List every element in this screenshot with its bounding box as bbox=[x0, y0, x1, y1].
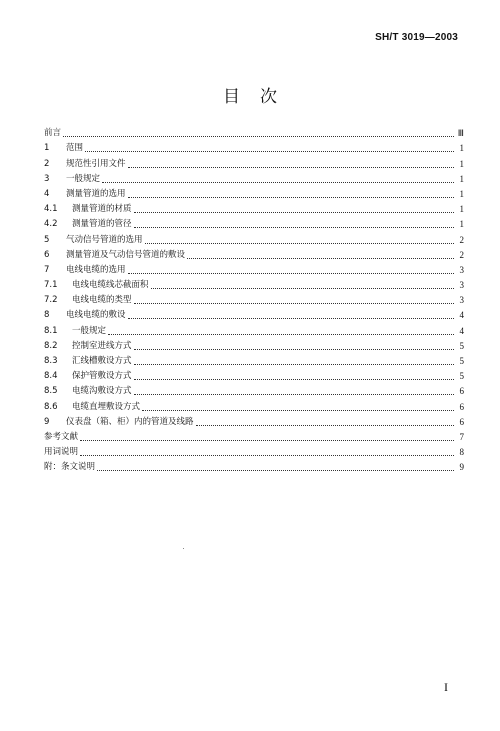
toc-entry[interactable] bbox=[44, 337, 464, 352]
toc-entry-label: 电缆沟敷设方式 bbox=[72, 386, 132, 397]
dot-leader bbox=[108, 333, 454, 335]
toc-entry[interactable] bbox=[44, 230, 464, 245]
toc-entry-page: 7 bbox=[459, 431, 464, 442]
toc-entry-number: 8.3 bbox=[44, 356, 58, 366]
toc-entry-number: 8 bbox=[44, 310, 50, 321]
toc-entry-number: 5 bbox=[44, 234, 50, 245]
dot-leader bbox=[134, 348, 454, 350]
dot-leader bbox=[128, 196, 454, 198]
toc-entry-number: 8.4 bbox=[44, 371, 58, 382]
toc-entry-label: 电缆直埋敷设方式 bbox=[72, 401, 141, 412]
dot-leader bbox=[134, 226, 454, 228]
toc-entry-label: 汇线槽敷设方式 bbox=[72, 356, 132, 366]
dot-leader bbox=[80, 454, 454, 456]
toc-entry-label: 控制室进线方式 bbox=[72, 340, 132, 351]
toc-entry-number: 1 bbox=[44, 143, 50, 154]
dot-leader bbox=[128, 317, 454, 319]
dot-leader bbox=[97, 469, 454, 471]
toc-entry-label: 电线电缆的类型 bbox=[72, 295, 132, 306]
toc-entry-label: 测量管道及气动信号管道的敷设 bbox=[66, 249, 186, 260]
toc-entry-label: 测量管道的材质 bbox=[72, 204, 132, 215]
toc-entry-number: 7.1 bbox=[44, 280, 58, 291]
toc-entry-page: 1 bbox=[459, 143, 464, 154]
table-of-contents bbox=[44, 124, 464, 473]
dot-leader bbox=[145, 242, 454, 244]
toc-entry-label: 参考文献 bbox=[44, 431, 79, 442]
document-code: SH/T 3019—2003 bbox=[375, 32, 458, 43]
toc-entry[interactable] bbox=[44, 397, 464, 412]
toc-entry-number: 4.2 bbox=[44, 219, 58, 230]
toc-entry-page: 1 bbox=[459, 173, 464, 184]
toc-entry-number: 8.5 bbox=[44, 386, 58, 397]
toc-entry-page: 1 bbox=[459, 188, 464, 199]
toc-entry[interactable] bbox=[44, 276, 464, 291]
toc-entry-label: 测量管道的管径 bbox=[72, 219, 132, 230]
toc-entry[interactable] bbox=[44, 413, 464, 428]
toc-entry[interactable] bbox=[44, 291, 464, 306]
toc-entry[interactable] bbox=[44, 382, 464, 397]
page-title: 目次 bbox=[223, 87, 297, 107]
toc-entry-number: 8.2 bbox=[44, 340, 58, 351]
toc-entry-number: 4.1 bbox=[44, 204, 58, 215]
toc-entry-page: 8 bbox=[459, 447, 464, 458]
toc-entry[interactable] bbox=[44, 170, 464, 185]
dot-leader bbox=[134, 393, 454, 395]
toc-entry-page: 6 bbox=[459, 401, 464, 412]
scan-speck bbox=[183, 548, 184, 549]
page-number: I bbox=[444, 680, 448, 694]
toc-entry[interactable] bbox=[44, 139, 464, 154]
toc-entry-label: 前言 bbox=[44, 128, 62, 139]
toc-entry[interactable] bbox=[44, 200, 464, 215]
toc-entry[interactable] bbox=[44, 321, 464, 336]
toc-entry-number: 7 bbox=[44, 264, 50, 275]
toc-entry-label: 气动信号管道的选用 bbox=[66, 234, 143, 245]
dot-leader bbox=[151, 287, 454, 289]
dot-leader bbox=[134, 363, 454, 365]
toc-entry-number: 4 bbox=[44, 188, 50, 199]
toc-entry-page: 3 bbox=[459, 295, 464, 306]
toc-entry-page: 4 bbox=[459, 310, 464, 321]
toc-entry-number: 3 bbox=[44, 173, 50, 184]
toc-entry[interactable] bbox=[44, 185, 464, 200]
toc-entry-label: 附：条文说明 bbox=[44, 462, 96, 473]
toc-entry-number: 7.2 bbox=[44, 295, 58, 306]
toc-entry[interactable] bbox=[44, 246, 464, 261]
toc-entry-label: 规范性引用文件 bbox=[66, 158, 126, 169]
toc-entry-number: 8.1 bbox=[44, 325, 58, 336]
toc-entry-number: 6 bbox=[44, 249, 50, 260]
toc-entry-page: Ⅲ bbox=[457, 128, 464, 139]
dot-leader bbox=[85, 150, 454, 152]
toc-entry-label: 用词说明 bbox=[44, 447, 79, 458]
dot-leader bbox=[134, 302, 454, 304]
toc-entry-page: 1 bbox=[459, 219, 464, 230]
dot-leader bbox=[134, 378, 454, 380]
toc-entry[interactable] bbox=[44, 306, 464, 321]
toc-entry[interactable] bbox=[44, 154, 464, 169]
toc-entry-label: 电线电缆的选用 bbox=[66, 264, 126, 275]
dot-leader bbox=[128, 272, 454, 274]
toc-entry-page: 1 bbox=[459, 158, 464, 169]
toc-entry-label: 电线电缆的敷设 bbox=[66, 310, 126, 321]
dot-leader bbox=[196, 424, 454, 426]
toc-entry[interactable] bbox=[44, 367, 464, 382]
toc-entry[interactable] bbox=[44, 443, 464, 458]
toc-entry-label: 保护管敷设方式 bbox=[72, 371, 132, 382]
toc-entry-number: 9 bbox=[44, 416, 50, 427]
toc-entry-label: 范围 bbox=[66, 143, 84, 154]
toc-entry-label: 测量管道的选用 bbox=[66, 188, 126, 199]
dot-leader bbox=[134, 211, 454, 213]
toc-entry[interactable] bbox=[44, 352, 464, 367]
toc-entry-label: 电线电缆线芯截面积 bbox=[72, 280, 149, 291]
toc-entry-number: 2 bbox=[44, 158, 50, 169]
toc-entry-page: 1 bbox=[459, 204, 464, 215]
toc-entry-label: 一般规定 bbox=[66, 173, 101, 184]
dot-leader bbox=[63, 135, 454, 137]
toc-entry-number: 8.6 bbox=[44, 401, 58, 412]
toc-entry-page: 5 bbox=[459, 356, 464, 366]
dot-leader bbox=[80, 439, 454, 441]
toc-entry-page: 5 bbox=[459, 340, 464, 351]
toc-entry[interactable] bbox=[44, 428, 464, 443]
toc-entry-page: 2 bbox=[459, 249, 464, 260]
toc-entry[interactable] bbox=[44, 261, 464, 276]
toc-entry-page: 4 bbox=[459, 325, 464, 336]
dot-leader bbox=[128, 166, 454, 168]
toc-entry[interactable] bbox=[44, 458, 464, 473]
toc-entry-page: 2 bbox=[459, 234, 464, 245]
toc-entry-page: 3 bbox=[459, 280, 464, 291]
dot-leader bbox=[187, 257, 454, 259]
toc-entry-page: 5 bbox=[459, 371, 464, 382]
toc-entry-page: 6 bbox=[459, 386, 464, 397]
toc-entry[interactable] bbox=[44, 215, 464, 230]
toc-entry-label: 仪表盘（箱、柜）内的管道及线路 bbox=[66, 416, 194, 427]
toc-entry-page: 3 bbox=[459, 264, 464, 275]
toc-entry-page: 6 bbox=[459, 416, 464, 427]
dot-leader bbox=[142, 409, 454, 411]
toc-entry-label: 一般规定 bbox=[72, 325, 107, 336]
toc-entry[interactable] bbox=[44, 124, 464, 139]
dot-leader bbox=[102, 181, 454, 183]
toc-entry-page: 9 bbox=[459, 462, 464, 473]
